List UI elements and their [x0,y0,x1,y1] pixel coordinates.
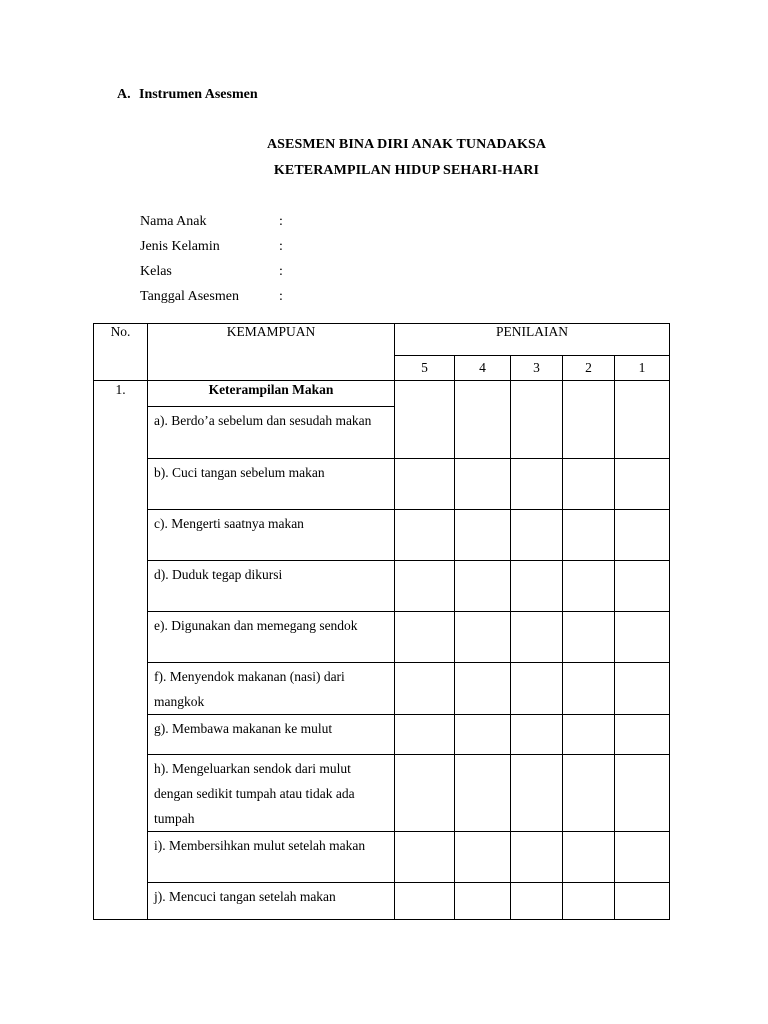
item-b: b). Cuci tangan sebelum makan [148,459,395,510]
score-cell-d-3[interactable] [511,561,563,612]
score-cell-i-2[interactable] [563,832,615,883]
table-row [94,561,670,612]
score-header-2: 2 [563,356,615,381]
score-cell-b-5[interactable] [395,459,455,510]
item-j: j). Mencuci tangan setelah makan [148,883,395,920]
score-cell-g-2[interactable] [563,715,615,755]
item-e: e). Digunakan dan memegang sendok [148,612,395,663]
score-cell-b-4[interactable] [455,459,511,510]
table-row [94,663,670,715]
info-row-jenis-kelamin [140,237,283,262]
student-info [140,212,283,312]
score-cell-b-3[interactable] [511,459,563,510]
table-row [94,832,670,883]
score-cell-f-5[interactable] [395,663,455,715]
info-colon: : [279,264,283,279]
score-cell-c-2[interactable] [563,510,615,561]
score-cell-i-4[interactable] [455,832,511,883]
score-cell-j-1[interactable] [615,883,670,920]
item-a: a). Berdo’a sebelum dan sesudah makan [148,407,395,459]
info-colon: : [279,289,283,304]
score-cell-j-2[interactable] [563,883,615,920]
info-label-tanggal: Tanggal Asesmen [140,289,239,304]
item-f: f). Menyendok makanan (nasi) dari mangkok [148,663,395,715]
section-title: Instrumen Asesmen [139,87,258,102]
table-row-category [94,381,670,407]
info-row-kelas [140,262,283,287]
score-cell-e-5[interactable] [395,612,455,663]
info-label-nama: Nama Anak [140,214,207,229]
score-cell-d-2[interactable] [563,561,615,612]
info-colon: : [279,214,283,229]
score-header-4: 4 [455,356,511,381]
section-letter: A. [117,87,131,102]
score-cell-c-5[interactable] [395,510,455,561]
document-title-line-1: ASESMEN BINA DIRI ANAK TUNADAKSA [266,137,547,152]
info-label-kelas: Kelas [140,264,172,279]
table-row [94,883,670,920]
score-header-1: 1 [615,356,670,381]
score-cell-d-4[interactable] [455,561,511,612]
score-cell-e-4[interactable] [455,612,511,663]
info-row-tanggal [140,287,283,312]
header-no: No. [94,324,148,381]
table-row [94,510,670,561]
table-row [94,755,670,832]
score-cell-i-5[interactable] [395,832,455,883]
section-heading [117,87,258,103]
score-header-3: 3 [511,356,563,381]
score-cell-h-4[interactable] [455,755,511,832]
score-cell-b-1[interactable] [615,459,670,510]
item-i: i). Membersihkan mulut setelah makan [148,832,395,883]
item-g: g). Membawa makanan ke mulut [148,715,395,755]
item-c: c). Mengerti saatnya makan [148,510,395,561]
score-header-5: 5 [395,356,455,381]
item-h: h). Mengeluarkan sendok dari mulut dengan sedikit tumpah atau tidak ada tumpah [148,755,395,832]
score-cell-j-5[interactable] [395,883,455,920]
score-cell-b-2[interactable] [563,459,615,510]
score-cell-a-3[interactable] [511,381,563,459]
header-kemampuan: KEMAMPUAN [148,324,395,381]
score-cell-a-5[interactable] [395,381,455,459]
score-cell-h-5[interactable] [395,755,455,832]
table-row [94,612,670,663]
header-penilaian: PENILAIAN [395,324,670,356]
table-row [94,459,670,510]
score-cell-e-1[interactable] [615,612,670,663]
score-cell-f-3[interactable] [511,663,563,715]
score-cell-g-4[interactable] [455,715,511,755]
score-cell-g-5[interactable] [395,715,455,755]
score-cell-c-1[interactable] [615,510,670,561]
score-cell-j-4[interactable] [455,883,511,920]
score-cell-i-3[interactable] [511,832,563,883]
score-cell-g-3[interactable] [511,715,563,755]
score-cell-c-3[interactable] [511,510,563,561]
score-cell-c-4[interactable] [455,510,511,561]
score-cell-e-2[interactable] [563,612,615,663]
item-d: d). Duduk tegap dikursi [148,561,395,612]
score-cell-f-1[interactable] [615,663,670,715]
score-cell-h-1[interactable] [615,755,670,832]
table-row [94,715,670,755]
score-cell-a-1[interactable] [615,381,670,459]
info-row-nama [140,212,283,237]
category-title: Keterampilan Makan [148,381,395,407]
score-cell-d-5[interactable] [395,561,455,612]
info-label-jenis-kelamin: Jenis Kelamin [140,239,220,254]
score-cell-a-2[interactable] [563,381,615,459]
score-cell-f-2[interactable] [563,663,615,715]
row-number: 1. [94,381,148,920]
info-colon: : [279,239,283,254]
score-cell-d-1[interactable] [615,561,670,612]
score-cell-j-3[interactable] [511,883,563,920]
table-header-row [94,324,670,356]
score-cell-h-2[interactable] [563,755,615,832]
score-cell-g-1[interactable] [615,715,670,755]
score-cell-a-4[interactable] [455,381,511,459]
document-title-line-2: KETERAMPILAN HIDUP SEHARI-HARI [273,163,540,178]
score-cell-e-3[interactable] [511,612,563,663]
assessment-table [93,323,670,920]
score-cell-i-1[interactable] [615,832,670,883]
score-cell-f-4[interactable] [455,663,511,715]
score-cell-h-3[interactable] [511,755,563,832]
